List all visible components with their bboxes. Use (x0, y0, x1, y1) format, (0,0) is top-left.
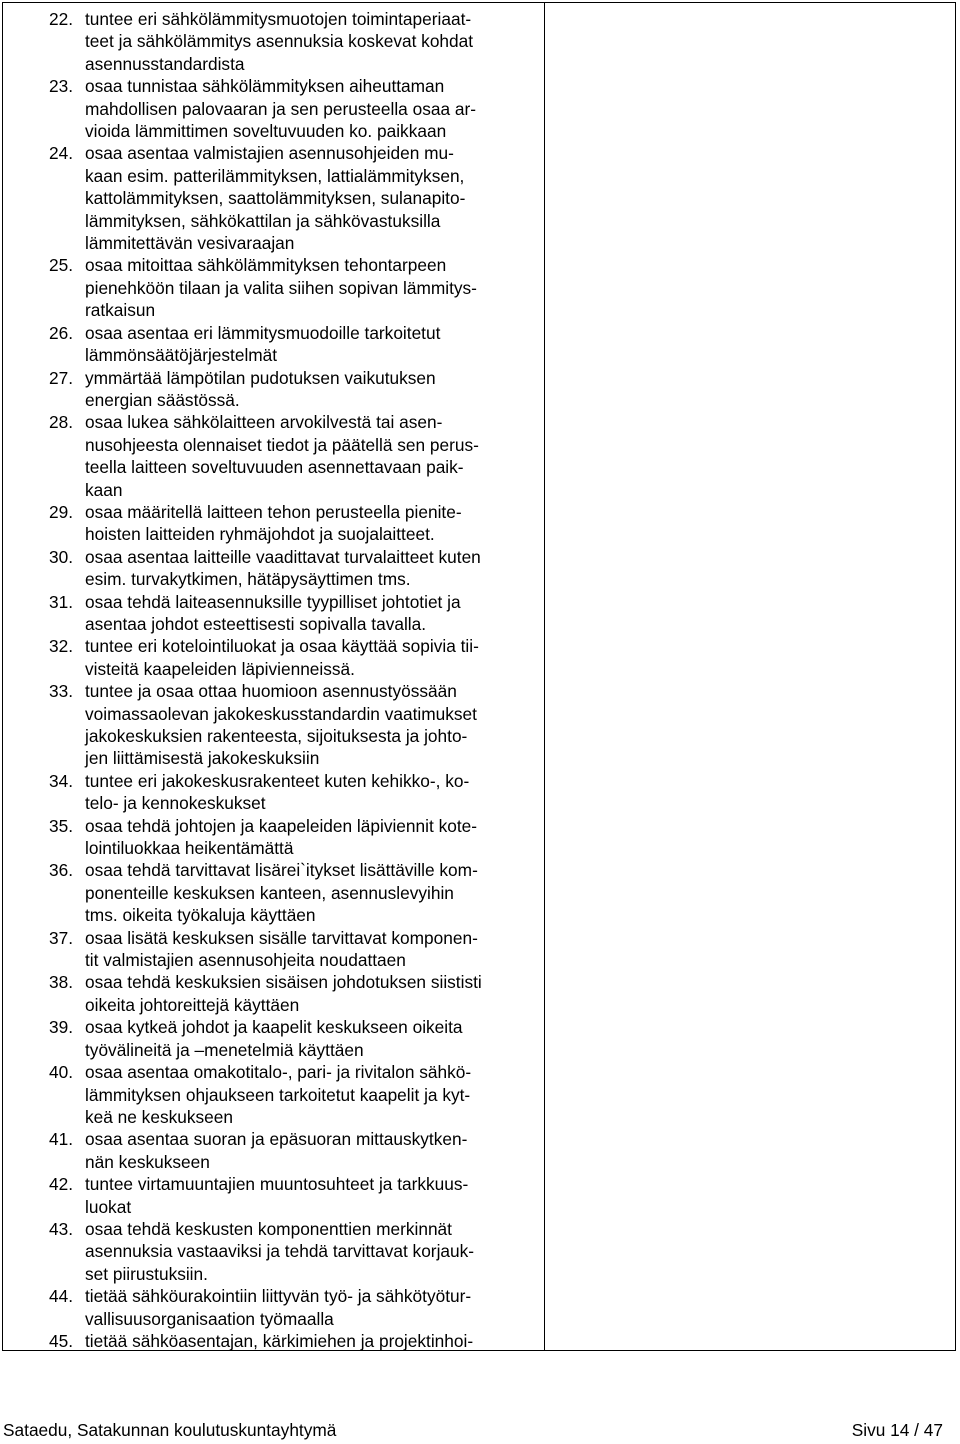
item-text-line: mahdollisen palovaaran ja sen perusteella osaa ar- (85, 98, 476, 119)
list-item (3, 142, 545, 254)
list-item (3, 1285, 545, 1330)
item-text-line: ymmärtää lämpötilan pudotuksen vaikutuksen (85, 367, 436, 388)
item-number: 35. (49, 815, 74, 836)
item-text-line: kaan (85, 479, 123, 500)
objectives-column (3, 3, 545, 1350)
item-number: 36. (49, 860, 74, 881)
item-text-line: set piirustuksiin. (85, 1263, 208, 1284)
item-text-line: lointiluokkaa heikentämättä (85, 838, 294, 859)
item-text-line: osaa asentaa eri lämmitysmuodoille tarkoitetut (85, 322, 441, 343)
list-item (3, 1061, 545, 1128)
objectives-list (3, 8, 545, 1351)
item-text-line: osaa lisätä keskuksen sisälle tarvittavat komponen- (85, 927, 478, 948)
item-text-line: teella laitteen soveltuvuuden asennettavaan paik- (85, 457, 464, 478)
item-number: 38. (49, 972, 74, 993)
item-text-line: tietää sähköasentajan, kärkimiehen ja projektinhoi- (85, 1330, 474, 1351)
item-number: 44. (49, 1286, 74, 1307)
item-text-line: tuntee ja osaa ottaa huomioon asennustyössään (85, 681, 457, 702)
list-item (3, 927, 545, 972)
item-text-line: hoisten laitteiden ryhmäjohdot ja suojalaitteet. (85, 524, 435, 545)
item-text-line: työvälineitä ja –menetelmiä käyttäen (85, 1039, 364, 1060)
list-item (3, 815, 545, 860)
list-item (3, 501, 545, 546)
item-number: 41. (49, 1129, 74, 1150)
item-text-line: keä ne keskukseen (85, 1106, 233, 1127)
item-text-line: voimassaolevan jakokeskusstandardin vaatimukset (85, 703, 477, 724)
page-footer (0, 1419, 960, 1443)
item-text-line: osaa tehdä keskusten komponenttien merkinnät (85, 1218, 452, 1239)
item-text-line: luokat (85, 1196, 132, 1217)
item-text-line: asennusstandardista (85, 53, 245, 74)
item-text-line: tuntee eri kotelointiluokat ja osaa käyttää sopivia tii- (85, 636, 479, 657)
item-number: 24. (49, 143, 74, 164)
item-text-line: osaa mitoittaa sähkölämmityksen tehontarpeen (85, 255, 447, 276)
list-item (3, 75, 545, 142)
list-item (3, 971, 545, 1016)
item-text-line: osaa tehdä laiteasennuksille tyypilliset johtotiet ja (85, 591, 461, 612)
list-item (3, 254, 545, 321)
item-number: 43. (49, 1218, 74, 1239)
item-text-line: osaa asentaa omakotitalo-, pari- ja rivitalon sähkö- (85, 1062, 472, 1083)
item-number: 40. (49, 1062, 74, 1083)
item-text-line: ponenteille keskuksen kanteen, asennuslevyihin (85, 882, 454, 903)
item-number: 30. (49, 546, 74, 567)
list-item (3, 859, 545, 926)
item-text-line: osaa kytkeä johdot ja kaapelit keskukseen oikeita (85, 1017, 463, 1038)
list-item (3, 1128, 545, 1173)
list-item (3, 680, 545, 770)
item-number: 23. (49, 76, 74, 97)
list-item (3, 635, 545, 680)
item-text-line: osaa tunnistaa sähkölämmityksen aiheuttaman (85, 76, 445, 97)
item-text-line: asentaa johdot esteettisesti sopivalla tavalla. (85, 613, 427, 634)
list-item (3, 367, 545, 412)
item-text-line: visteitä kaapeleiden läpivienneissä. (85, 658, 355, 679)
item-text-line: osaa tehdä johtojen ja kaapeleiden läpiviennit kote- (85, 815, 477, 836)
item-text-line: vioida lämmittimen soveltuvuuden ko. paikkaan (85, 121, 447, 142)
list-item (3, 591, 545, 636)
item-number: 37. (49, 927, 74, 948)
item-text-line: teet ja sähkölämmitys asennuksia koskevat kohdat (85, 31, 474, 52)
item-text-line: osaa asentaa valmistajien asennusohjeiden mu- (85, 143, 454, 164)
item-text-line: kaan esim. patterilämmityksen, lattialämmityksen, (85, 165, 465, 186)
item-text-line: esim. turvakytkimen, hätäpysäyttimen tms. (85, 569, 411, 590)
item-text-line: ratkaisun (85, 300, 156, 321)
footer-organization: Sataedu, Satakunnan koulutuskuntayhtymä (3, 1420, 337, 1440)
item-text-line: oikeita johtoreittejä käyttäen (85, 994, 300, 1015)
item-text-line: nusohjeesta olennaiset tiedot ja päätellä sen perus- (85, 434, 479, 455)
item-text-line: jakokeskuksien rakenteesta, sijoituksesta ja johto- (85, 726, 468, 746)
item-number: 26. (49, 322, 74, 343)
item-text-line: nän keskukseen (85, 1151, 210, 1172)
item-text-line: tuntee eri sähkölämmitysmuotojen toimintaperiaat- (85, 9, 472, 29)
item-number: 31. (49, 591, 74, 612)
item-number: 34. (49, 770, 74, 791)
item-text-line: jen liittämisestä jakokeskuksiin (85, 748, 320, 769)
item-number: 29. (49, 501, 74, 522)
item-text-line: tit valmistajien asennusohjeita noudattaen (85, 950, 406, 971)
item-text-line: lämmönsäätöjärjestelmät (85, 345, 278, 366)
item-number: 25. (49, 255, 74, 276)
item-text-line: kattolämmityksen, saattolämmityksen, sulanapito- (85, 188, 466, 209)
item-text-line: telo- ja kennokeskukset (85, 793, 266, 814)
list-item (3, 322, 545, 367)
list-item (3, 411, 545, 501)
content-table (2, 2, 956, 1351)
item-text-line: osaa asentaa suoran ja epäsuoran mittauskytken- (85, 1129, 468, 1150)
item-number: 33. (49, 681, 74, 702)
item-text-line: vallisuusorganisaation työmaalla (85, 1308, 334, 1329)
list-item (3, 1173, 545, 1218)
item-number: 32. (49, 636, 74, 657)
item-text-line: lämmityksen, sähkökattilan ja sähkövastuksilla (85, 210, 441, 231)
item-text-line: osaa tehdä keskuksien sisäisen johdotuksen siististi (85, 972, 482, 993)
item-text-line: osaa lukea sähkölaitteen arvokilvestä tai asen- (85, 412, 443, 433)
item-text-line: energian säästössä. (85, 389, 240, 410)
item-number: 39. (49, 1017, 74, 1038)
list-item (3, 1218, 545, 1285)
item-number: 27. (49, 367, 74, 388)
item-text-line: tms. oikeita työkaluja käyttäen (85, 905, 316, 926)
item-number: 45. (49, 1330, 74, 1351)
item-text-line: osaa määritellä laitteen tehon perusteella pienite- (85, 501, 462, 522)
item-text-line: osaa asentaa laitteille vaadittavat turvalaitteet kuten (85, 546, 481, 567)
item-text-line: lämmityksen ohjaukseen tarkoitetut kaapelit ja kyt- (85, 1084, 471, 1105)
list-item (3, 546, 545, 591)
item-text-line: osaa tehdä tarvittavat lisärei`itykset lisättäville kom- (85, 860, 478, 881)
list-item (3, 1330, 545, 1351)
item-text-line: tuntee virtamuuntajien muuntosuhteet ja tarkkuus- (85, 1174, 469, 1195)
item-number: 22. (49, 9, 74, 29)
item-number: 28. (49, 412, 74, 433)
list-item (3, 770, 545, 815)
item-text-line: tuntee eri jakokeskusrakenteet kuten kehikko-, ko- (85, 770, 470, 791)
item-number: 42. (49, 1174, 74, 1195)
item-text-line: asennuksia vastaaviksi ja tehdä tarvittavat korjauk- (85, 1241, 475, 1262)
item-text-line: tietää sähköurakointiin liittyvän työ- ja sähkötyötur- (85, 1286, 472, 1307)
footer-page-number: Sivu 14 / 47 (851, 1420, 943, 1440)
item-text-line: lämmitettävän vesivaraajan (85, 233, 295, 254)
list-item (3, 8, 545, 75)
item-text-line: pienehköön tilaan ja valita siihen sopivan lämmitys- (85, 277, 477, 298)
list-item (3, 1016, 545, 1061)
empty-right-column (545, 3, 955, 1350)
